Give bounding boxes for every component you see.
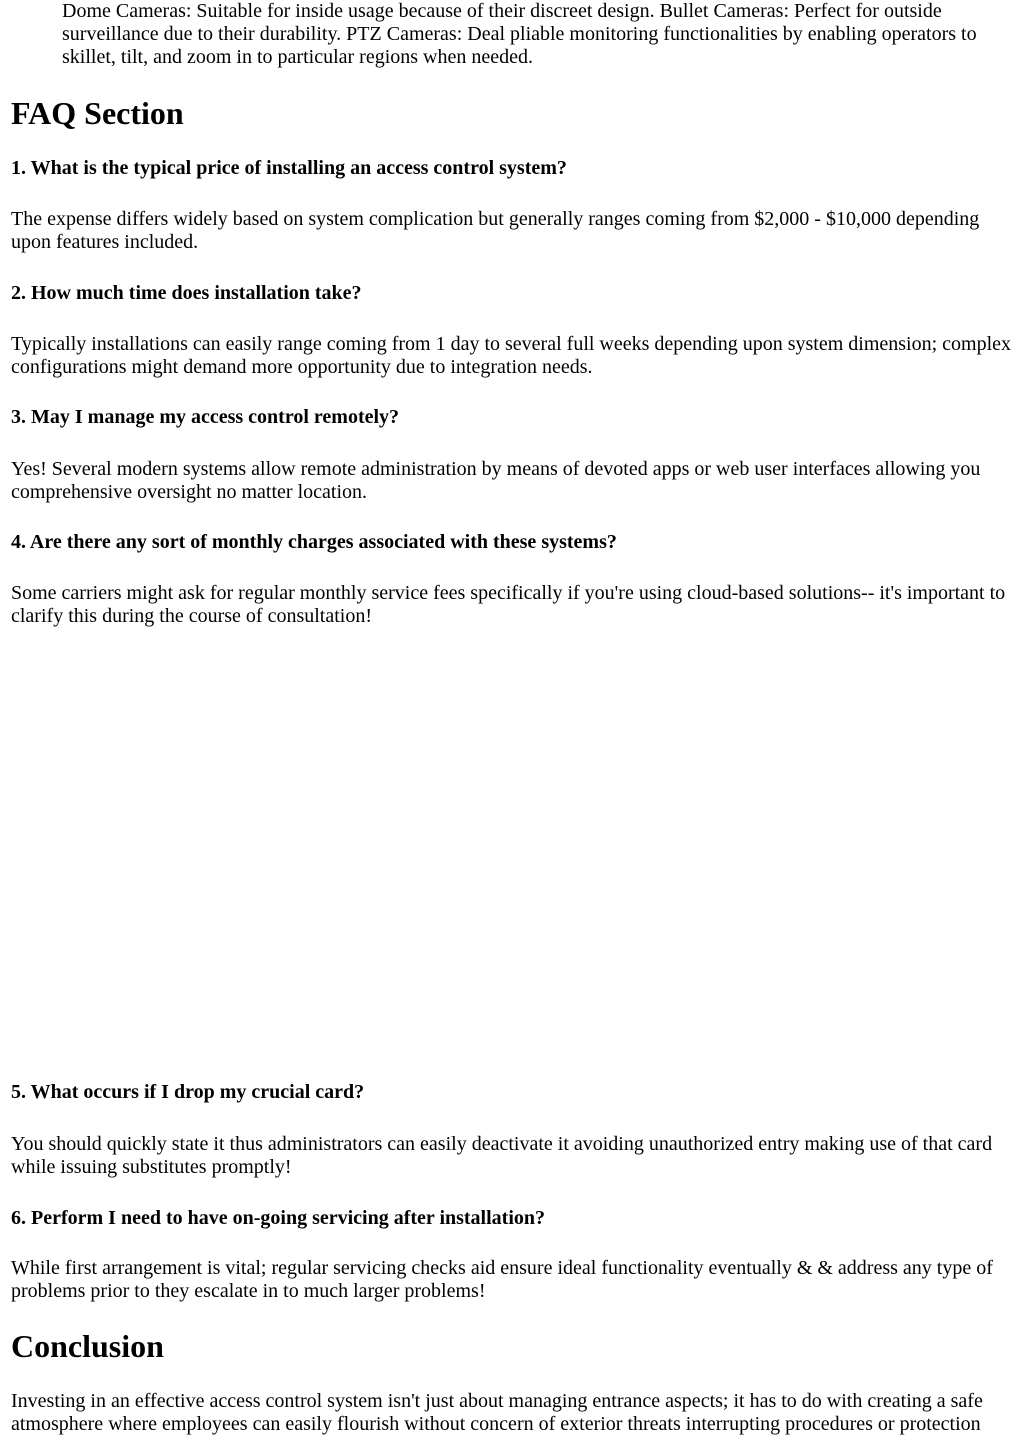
faq-question-5: 5. What occurs if I drop my crucial card?: [11, 1081, 365, 1103]
faq-question-2: 2. How much time does installation take?: [11, 282, 362, 304]
faq-question-3: 3. May I manage my access control remotely?: [11, 406, 400, 428]
faq-answer-1: The expense differs widely based on system complication but generally ranges coming from $2,000 - $10,000 depending upon features included.: [11, 208, 980, 253]
faq-question-1: 1. What is the typical price of installing an access control system?: [11, 157, 567, 179]
conclusion-paragraph: Investing in an effective access control system isn't just about managing entrance aspects; it has to do with creating a safe atmosphere where employees can easily flourish without concern of exterior threats interrupting procedures or protection: [11, 1390, 983, 1435]
faq-answer-2: Typically installations can easily range coming from 1 day to several full weeks depending upon system dimension; complex configurations might demand more opportunity due to integration needs.: [11, 333, 1012, 378]
intro-paragraph: Dome Cameras: Suitable for inside usage because of their discreet design. Bullet Cameras: Perfect for outside surveillance due to their durability. PTZ Cameras: Deal pliable monitoring functionalities by enabling operators to skillet, tilt, and zoom in to particular regions when needed.: [62, 0, 977, 68]
faq-answer-4: Some carriers might ask for regular monthly service fees specifically if you're using cloud-based solutions-- it's important to clarify this during the course of consultation!: [11, 582, 1006, 627]
faq-question-6: 6. Perform I need to have on-going servicing after installation?: [11, 1207, 546, 1229]
faq-answer-5: You should quickly state it thus administrators can easily deactivate it avoiding unauthorized entry making use of that card while issuing substitutes promptly!: [11, 1133, 993, 1178]
faq-answer-3: Yes! Several modern systems allow remote administration by means of devoted apps or web user interfaces allowing you comprehensive oversight no matter location.: [11, 458, 981, 503]
conclusion-heading: Conclusion: [11, 1328, 164, 1364]
faq-question-4: 4. Are there any sort of monthly charges associated with these systems?: [11, 531, 617, 553]
faq-answer-6: While first arrangement is vital; regular servicing checks aid ensure ideal functionality eventually & & address any type of problems prior to they escalate in to much larger problems!: [11, 1257, 993, 1302]
faq-heading: FAQ Section: [11, 95, 184, 131]
